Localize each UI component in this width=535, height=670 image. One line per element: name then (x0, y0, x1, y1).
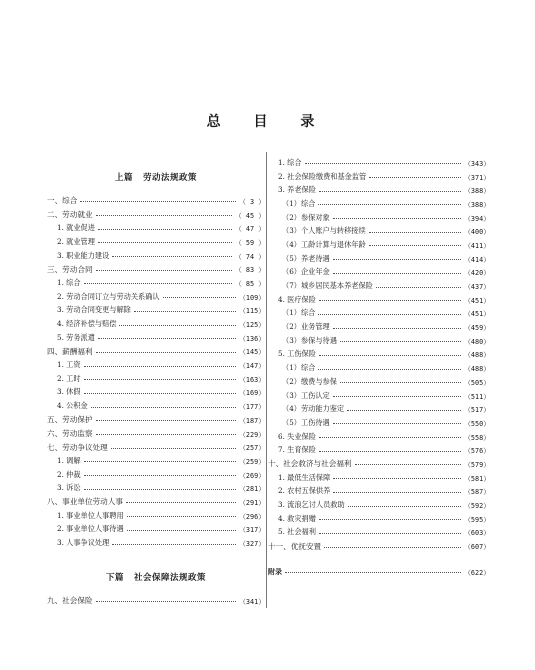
leader-dots (98, 229, 232, 230)
toc-entry-label: 1. 最低生活保障 (278, 472, 331, 482)
leader-dots (369, 245, 461, 246)
toc-entry[interactable] (47, 262, 265, 276)
toc-entry-label: （3）个人账户与转移接续 (282, 226, 366, 236)
toc-entry-page: （388） (464, 187, 490, 196)
toc-entry-label: 1. 就业促进 (57, 223, 95, 233)
leader-dots (318, 369, 461, 370)
toc-entry-label: （4）工龄计算与退休年龄 (282, 239, 366, 249)
toc-entry-label: （2）参保对象 (282, 212, 330, 222)
toc-entry[interactable] (47, 358, 265, 372)
toc-entry-label: 5. 劳务派遣 (57, 332, 95, 342)
toc-entry-label: （7）城乡居民基本养老保险 (282, 281, 373, 291)
toc-entry-label: 1. 综合 (57, 277, 81, 287)
toc-entry-label: 4. 医疗保险 (278, 294, 316, 304)
leader-dots (134, 311, 236, 312)
toc-entry-label: （1）综合 (282, 198, 316, 208)
leader-dots (126, 502, 236, 503)
toc-entry-label: 1. 工资 (57, 360, 81, 370)
toc-entry-label: 四、薪酬福利 (47, 346, 93, 356)
toc-entry[interactable] (47, 481, 265, 495)
toc-entry-label: 五、劳动保护 (47, 415, 93, 425)
toc-entry-page: （281） (239, 485, 265, 494)
toc-entry-label: （2）业务管理 (282, 322, 330, 332)
toc-entry-label: 六、劳动监察 (47, 429, 93, 439)
toc-entry-page: （411） (464, 241, 490, 250)
column-divider (266, 152, 267, 608)
toc-entry[interactable] (47, 276, 265, 290)
toc-entry-label: 十一、优抚安置 (268, 541, 322, 551)
toc-entry-page: （136） (239, 334, 265, 343)
toc-entry-label: 七、劳动争议处理 (47, 442, 108, 452)
toc-entry-page: （341） (239, 597, 265, 606)
part-label: 下篇 (105, 572, 124, 583)
toc-entry[interactable] (268, 279, 490, 293)
toc-entry-label: 3. 流浪乞讨人员救助 (278, 500, 345, 510)
leader-dots (319, 437, 461, 438)
leader-dots (163, 297, 237, 298)
leader-dots (98, 338, 236, 339)
toc-entry-page: （ 85 ） (235, 279, 265, 288)
leader-dots (84, 475, 237, 476)
toc-entry[interactable] (268, 156, 490, 170)
leader-dots (112, 256, 232, 257)
toc-entry-page: （ 47 ） (235, 225, 265, 234)
leader-dots (333, 273, 461, 274)
leader-dots (340, 382, 461, 383)
leader-dots (333, 218, 461, 219)
leader-dots (348, 506, 461, 507)
toc-entry-label: 三、劳动合同 (47, 264, 93, 274)
toc-entry-page: （269） (239, 471, 265, 480)
toc-entry-label: 2. 就业管理 (57, 236, 95, 246)
leader-dots (305, 163, 462, 164)
toc-entry-label: 八、事业单位劳动人事 (47, 497, 123, 507)
leader-dots (347, 410, 461, 411)
toc-entry-page: （511） (464, 392, 490, 401)
toc-entry-label: 九、社会保险 (47, 596, 93, 606)
toc-entry-page: （607） (464, 543, 490, 552)
toc-entry-label: 5. 社会福利 (278, 527, 316, 537)
part-name: 劳动法规政策 (143, 173, 198, 183)
toc-entry-label: （4）劳动能力鉴定 (282, 404, 345, 414)
toc-entry[interactable] (268, 416, 490, 430)
toc-entry-page: （579） (464, 460, 490, 469)
toc-entry-page: （603） (464, 529, 490, 538)
toc-right-column (268, 156, 490, 579)
toc-entry-page: （291） (239, 498, 265, 507)
leader-dots (111, 448, 236, 449)
toc-entry-label: 2. 农村五保供养 (278, 486, 331, 496)
leader-dots (84, 489, 237, 490)
leader-dots (127, 516, 236, 517)
leader-dots (119, 325, 236, 326)
part-heading-lower (47, 566, 265, 590)
part-name: 社会保障法规政策 (134, 572, 207, 583)
toc-entry[interactable] (47, 594, 265, 608)
leader-dots (80, 201, 236, 202)
toc-list-right (268, 156, 490, 553)
leader-dots (333, 423, 461, 424)
leader-dots (319, 451, 461, 452)
toc-entry-label: 3. 诉讼 (57, 483, 81, 493)
leader-dots (318, 314, 461, 315)
toc-entry[interactable] (268, 238, 490, 252)
toc-entry-page: （ 59 ） (235, 238, 265, 247)
toc-entry-page: （257） (239, 444, 265, 453)
toc-entry[interactable] (47, 331, 265, 345)
toc-entry[interactable] (47, 235, 265, 249)
toc-entry[interactable] (268, 430, 490, 444)
toc-entry-page: （109） (239, 293, 265, 302)
toc-entry-page: （ 3 ） (239, 197, 265, 206)
leader-dots (319, 519, 461, 520)
toc-entry[interactable] (268, 183, 490, 197)
toc-entry[interactable] (47, 345, 265, 359)
toc-entry-page: （147） (239, 362, 265, 371)
toc-entry-label: 4. 经济补偿与赔偿 (57, 319, 117, 329)
toc-entry-page: （394） (464, 214, 490, 223)
toc-entry-page: （488） (464, 351, 490, 360)
toc-entry-label: 3. 职业能力建设 (57, 250, 110, 260)
toc-entry-page: （145） (239, 348, 265, 357)
toc-entry[interactable] (268, 402, 490, 416)
toc-entry[interactable] (268, 485, 490, 499)
toc-entry-page: （592） (464, 502, 490, 511)
toc-entry-label: （5）工伤待遇 (282, 417, 330, 427)
leader-dots (333, 328, 461, 329)
leader-dots (324, 547, 461, 548)
toc-entry-appendix[interactable] (268, 565, 490, 579)
leader-dots (333, 478, 461, 479)
toc-entry-label: 3. 劳动合同变更与解除 (57, 305, 131, 315)
leader-dots (319, 533, 461, 534)
toc-entry[interactable] (47, 386, 265, 400)
leader-dots (333, 259, 461, 260)
toc-entry-label: 3. 人事争议处理 (57, 538, 110, 548)
toc-entry-label: 2. 工时 (57, 373, 81, 383)
toc-list-part2 (47, 594, 265, 608)
toc-entry[interactable] (268, 211, 490, 225)
toc-entry-label: （2）缴费与参保 (282, 376, 337, 386)
toc-entry-label: （1）综合 (282, 308, 316, 318)
toc-entry-page: （488） (464, 365, 490, 374)
toc-entry[interactable] (47, 221, 265, 235)
toc-entry[interactable] (268, 224, 490, 238)
toc-entry-label: 3. 养老保险 (278, 185, 316, 195)
leader-dots (333, 396, 461, 397)
toc-entry-label: 1. 综合 (278, 157, 302, 167)
toc-entry-page: （259） (239, 457, 265, 466)
toc-entry[interactable] (268, 389, 490, 403)
toc-entry-label: 4. 公积金 (57, 401, 88, 411)
toc-entry-page: （587） (464, 488, 490, 497)
leader-dots (84, 283, 233, 284)
toc-entry-page: （459） (464, 324, 490, 333)
toc-entry-label: 1. 事业单位人事聘用 (57, 510, 124, 520)
toc-entry-page: （388） (464, 200, 490, 209)
toc-entry-page: （ 45 ） (235, 211, 265, 220)
toc-entry-page: （187） (239, 416, 265, 425)
leader-dots (355, 464, 462, 465)
toc-entry[interactable] (268, 170, 490, 184)
toc-entry[interactable] (268, 375, 490, 389)
toc-entry-page: （451） (464, 296, 490, 305)
toc-entry[interactable] (268, 197, 490, 211)
toc-entry[interactable] (47, 249, 265, 263)
toc-entry[interactable] (47, 399, 265, 413)
toc-entry-page: （ 83 ） (235, 266, 265, 275)
toc-entry[interactable] (268, 334, 490, 348)
toc-entry-label: 一、综合 (47, 196, 78, 206)
toc-entry-label: （6）企业年金 (282, 267, 330, 277)
toc-entry-page: （622） (464, 568, 490, 577)
toc-entry[interactable] (268, 539, 490, 553)
toc-entry[interactable] (268, 471, 490, 485)
toc-entry-page: （451） (464, 310, 490, 319)
leader-dots (369, 177, 461, 178)
toc-entry[interactable] (268, 307, 490, 321)
leader-dots (96, 434, 237, 435)
toc-entry-page: （296） (239, 512, 265, 521)
toc-entry[interactable] (268, 320, 490, 334)
toc-entry[interactable] (47, 413, 265, 427)
toc-entry-page: （480） (464, 337, 490, 346)
part-heading-upper (47, 166, 265, 190)
leader-dots (112, 544, 236, 545)
toc-entry-label: （3）工伤认定 (282, 390, 330, 400)
leader-dots (340, 341, 461, 342)
leader-dots (369, 232, 461, 233)
toc-entry-page: （115） (239, 307, 265, 316)
leader-dots (84, 461, 237, 462)
toc-entry[interactable] (268, 266, 490, 280)
toc-entry[interactable] (47, 454, 265, 468)
toc-entry-page: （505） (464, 378, 490, 387)
toc-entry[interactable] (268, 252, 490, 266)
toc-entry-label: 二、劳动就业 (47, 210, 93, 220)
toc-entry[interactable] (268, 526, 490, 540)
toc-entry[interactable] (47, 495, 265, 509)
toc-entry-page: （581） (464, 474, 490, 483)
toc-entry-label: （5）养老待遇 (282, 253, 330, 263)
leader-dots (319, 300, 461, 301)
toc-entry-label: 4. 救灾捐赠 (278, 513, 316, 523)
toc-entry[interactable] (268, 293, 490, 307)
page-title: 总 目 录 (206, 114, 329, 130)
toc-entry-page: （420） (464, 269, 490, 278)
toc-entry[interactable] (268, 443, 490, 457)
part-label: 上篇 (114, 173, 133, 183)
toc-entry[interactable] (47, 523, 265, 537)
toc-entry-label: 1. 调解 (57, 455, 81, 465)
toc-entry-page: （517） (464, 406, 490, 415)
leader-dots (96, 420, 237, 421)
toc-entry-label: 十、社会救济与社会福利 (268, 459, 352, 469)
toc-entry-page: （550） (464, 419, 490, 428)
leader-dots (84, 393, 237, 394)
toc-entry-label: 附录 (268, 567, 282, 576)
toc-entry-label: 2. 社会保险缴费和基金监管 (278, 171, 367, 181)
toc-entry-page: （576） (464, 447, 490, 456)
leader-dots (84, 366, 237, 367)
leader-dots (84, 379, 237, 380)
toc-entry[interactable] (268, 512, 490, 526)
toc-entry[interactable] (47, 304, 265, 318)
toc-entry[interactable] (47, 208, 265, 222)
leader-dots (96, 352, 237, 353)
toc-entry-page: （558） (464, 433, 490, 442)
leader-dots (318, 204, 461, 205)
leader-dots (376, 287, 461, 288)
toc-entry-page: （327） (239, 540, 265, 549)
toc-entry-page: （125） (239, 321, 265, 330)
toc-entry-label: 3. 休假 (57, 387, 81, 397)
toc-left-column (47, 166, 265, 608)
toc-entry-page: （371） (464, 173, 490, 182)
leader-dots (285, 572, 461, 573)
toc-entry[interactable] (47, 427, 265, 441)
toc-entry-page: （595） (464, 515, 490, 524)
toc-entry-label: 6. 失业保险 (278, 431, 316, 441)
leader-dots (96, 215, 232, 216)
toc-entry-label: 2. 劳动合同订立与劳动关系确认 (57, 291, 160, 301)
toc-entry[interactable] (268, 361, 490, 375)
toc-entry-label: 5. 工伤保险 (278, 349, 316, 359)
toc-entry[interactable] (47, 372, 265, 386)
toc-entry[interactable] (268, 348, 490, 362)
toc-entry-page: （437） (464, 283, 490, 292)
toc-entry[interactable] (268, 457, 490, 471)
toc-entry-page: （343） (464, 159, 490, 168)
toc-entry-label: 2. 事业单位人事待遇 (57, 524, 124, 534)
toc-entry[interactable] (47, 536, 265, 550)
toc-entry-page: （414） (464, 255, 490, 264)
toc-entry-label: （3）参保与待遇 (282, 335, 337, 345)
toc-entry-label: 7. 生育保险 (278, 445, 316, 455)
toc-entry-page: （177） (239, 403, 265, 412)
toc-entry[interactable] (47, 440, 265, 454)
toc-list-part1 (47, 194, 265, 550)
leader-dots (98, 242, 232, 243)
leader-dots (319, 355, 461, 356)
toc-entry[interactable] (268, 498, 490, 512)
toc-entry[interactable] (47, 468, 265, 482)
toc-entry-page: （169） (239, 389, 265, 398)
toc-entry-label: 2. 仲裁 (57, 469, 81, 479)
toc-entry-page: （317） (239, 526, 265, 535)
toc-entry-label: （1）综合 (282, 363, 316, 373)
leader-dots (319, 191, 461, 192)
toc-entry-page: （229） (239, 430, 265, 439)
toc-entry[interactable] (47, 509, 265, 523)
toc-entry[interactable] (47, 317, 265, 331)
toc-entry[interactable] (47, 194, 265, 208)
leader-dots (91, 407, 236, 408)
leader-dots (96, 601, 237, 602)
leader-dots (127, 530, 236, 531)
leader-dots (96, 270, 232, 271)
toc-entry-page: （ 74 ） (235, 252, 265, 261)
toc-entry-page: （163） (239, 375, 265, 384)
leader-dots (333, 492, 461, 493)
toc-entry-page: （400） (464, 228, 490, 237)
toc-entry[interactable] (47, 290, 265, 304)
